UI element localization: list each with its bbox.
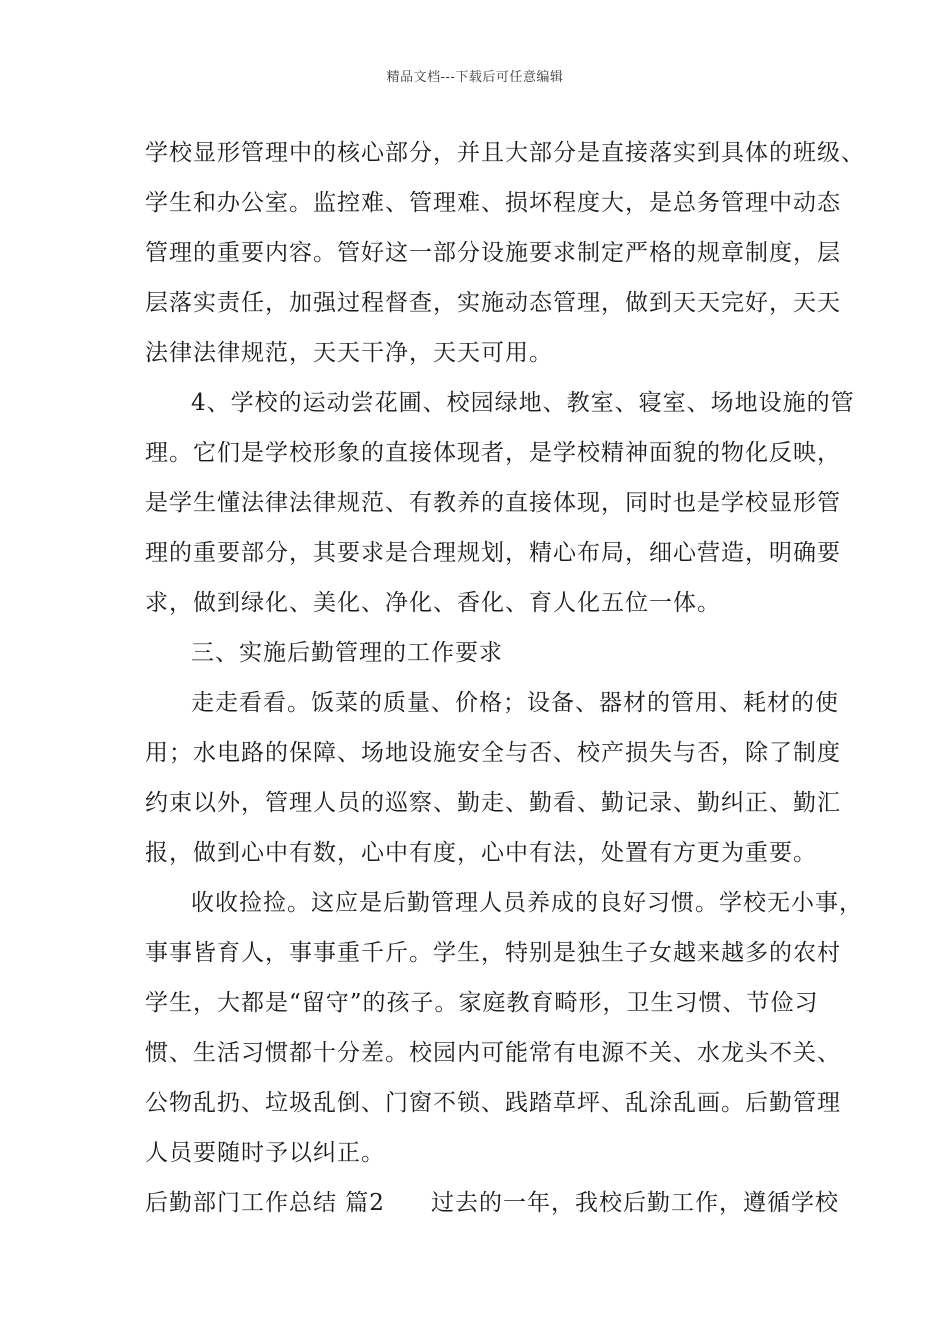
- page-header: 精品文档---下载后可任意编辑: [386, 70, 564, 85]
- text-line: 求，做到绿化、美化、净化、香化、育人化五位一体。: [145, 590, 721, 616]
- document-body: [145, 128, 865, 1228]
- text-line: 人员要随时予以纠正。: [145, 1140, 385, 1166]
- text-line: 走走看看。饭菜的质量、价格；设备、器材的管用、耗材的使: [191, 690, 839, 716]
- text-line: 学校显形管理中的核心部分，并且大部分是直接落实到具体的班级、: [145, 140, 865, 166]
- text-line: 层落实责任，加强过程督查，实施动态管理，做到天天完好，天天: [145, 290, 841, 316]
- text-line: 用；水电路的保障、场地设施安全与否、校产损失与否，除了制度: [145, 740, 841, 766]
- text-line: 是学生懂法律法律规范、有教养的直接体现，同时也是学校显形管: [145, 490, 841, 516]
- text-line: 理的重要部分，其要求是合理规划，精心布局，细心营造，明确要: [145, 540, 841, 566]
- text-line: 事事皆育人，事事重千斤。学生，特别是独生子女越来越多的农村: [145, 940, 841, 966]
- text-line: 理。它们是学校形象的直接体现者，是学校精神面貌的物化反映，: [145, 440, 841, 466]
- text-line: 报，做到心中有数，心中有度，心中有法，处置有方更为重要。: [145, 840, 817, 866]
- text-line: 法律法律规范，天天干净，天天可用。: [145, 340, 553, 366]
- text-line: 约束以外，管理人员的巡察、勤走、勤看、勤记录、勤纠正、勤汇: [145, 790, 841, 816]
- section-heading: 三、实施后勤管理的工作要求: [191, 640, 503, 666]
- text-line: 学生，大都是“留守”的孩子。家庭教育畸形，卫生习惯、节俭习: [145, 990, 819, 1016]
- text-line: 惯、生活习惯都十分差。校园内可能常有电源不关、水龙头不关、: [145, 1040, 841, 1066]
- article-title: 后勤部门工作总结 篇2: [145, 1190, 385, 1216]
- text-line: 4、学校的运动尝花圃、校园绿地、教室、寝室、场地设施的管: [191, 390, 855, 416]
- text-line: 学生和办公室。监控难、管理难、损坏程度大，是总务管理中动态: [145, 190, 841, 216]
- text-line: 公物乱扔、垃圾乱倒、门窗不锁、践踏草坪、乱涂乱画。后勤管理: [145, 1090, 841, 1116]
- final-line: [145, 1178, 839, 1228]
- article-text: 过去的一年，我校后勤工作，遵循学校: [430, 1190, 839, 1216]
- text-line: 管理的重要内容。管好这一部分设施要求制定严格的规章制度，层: [145, 240, 841, 266]
- text-line: 收收捡捡。这应是后勤管理人员养成的良好习惯。学校无小事，: [191, 890, 863, 916]
